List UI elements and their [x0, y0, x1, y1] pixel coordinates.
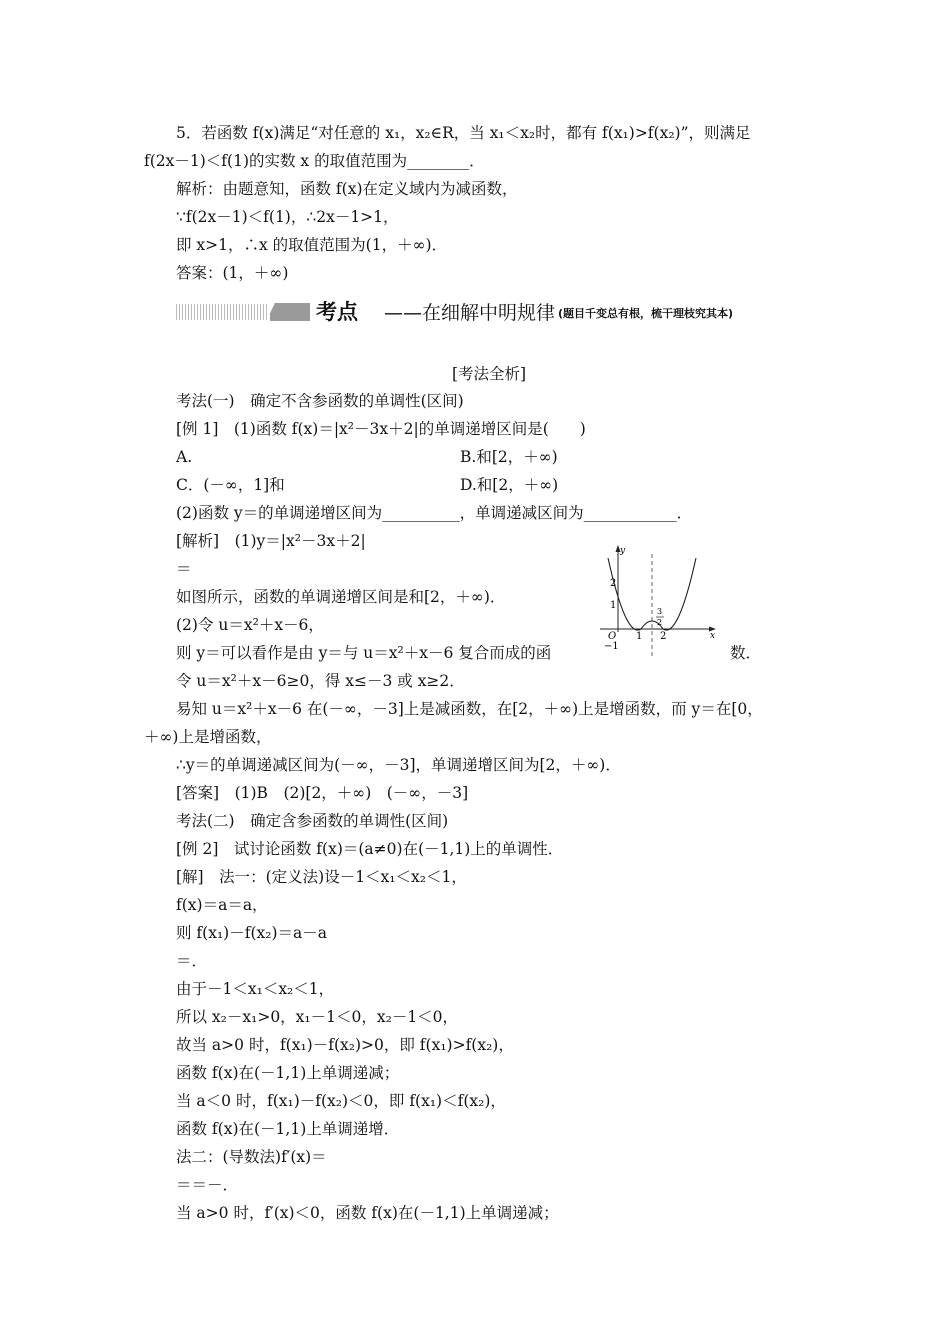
option-a: A. — [176, 448, 193, 466]
solution-2-line-12: ＝＝－． — [176, 1176, 239, 1194]
banner-note: (题目千变总有根，梳干理枝究其本) — [558, 307, 734, 320]
analysis-line-9: ∴y＝的单调递减区间为(－∞，－3]，单调递增区间为[2，＋∞)． — [176, 756, 621, 774]
solution-2-line-8: 函数 f(x)在(－1,1)上单调递减； — [176, 1064, 400, 1082]
banner-title: 考点 — [316, 300, 358, 324]
option-d: D.和[2，＋∞) — [460, 476, 559, 494]
analysis-line-2: ＝ — [176, 560, 192, 578]
y-tick-label: −1 — [604, 641, 619, 652]
section-banner — [176, 298, 810, 328]
y-axis-label: y — [620, 546, 626, 556]
solution-2-line-1: [解] 法一：(定义法)设－1＜x₁＜x₂＜1， — [176, 868, 467, 886]
solution-line-1: 解析：由题意知，函数 f(x)在定义域内为减函数， — [176, 180, 518, 198]
example-1-part-2: (2)函数 y＝的单调递增区间为__________，单调递减区间为____________． — [176, 504, 693, 522]
curve-right-branch — [663, 558, 696, 630]
solution-2-line-13: 当 a>0 时，f′(x)＜0，函数 f(x)在(－1,1)上单调递减； — [176, 1204, 559, 1222]
vertex-numerator: 3 — [657, 607, 663, 616]
problem-5-line-1: 5．若函数 f(x)满足“对任意的 x₁，x₂∈R，当 x₁＜x₂时，都有 f(x₁)>f(x₂)”，则满足 — [176, 124, 751, 142]
solution-2-line-3: 则 f(x₁)－f(x₂)＝a－a — [176, 924, 327, 942]
solution-2-line-5: 由于－1＜x₁＜x₂＜1， — [176, 980, 335, 998]
example-1-answer: [答案] (1)B (2)[2，＋∞) (－∞，－3] — [176, 784, 469, 802]
method-2-heading: 考法(二) 确定含参函数的单调性(区间) — [176, 812, 449, 830]
analysis-line-5: 则 y＝可以看作是由 y＝与 u＝x²＋x－6 复合而成的函 — [176, 644, 552, 662]
method-1-heading: 考法(一) 确定不含参函数的单调性(区间) — [176, 392, 464, 410]
curve-left-branch — [608, 558, 641, 630]
analysis-line-7: 易知 u＝x²＋x－6 在(－∞，－3]上是减函数，在[2，＋∞)上是增函数，而 y＝在[0， — [176, 700, 763, 718]
solution-2-line-2: f(x)＝a＝a， — [176, 896, 268, 914]
solution-line-2: ∵f(2x－1)＜f(1)，∴2x－1>1， — [176, 208, 399, 226]
banner-subtitle: ——在细解中明规律 — [384, 302, 556, 324]
analysis-line-3: 如图所示，函数的单调递增区间是和[2，＋∞)． — [176, 588, 506, 606]
solution-2-line-6: 所以 x₂－x₁>0，x₁－1＜0，x₂－1＜0， — [176, 1008, 459, 1026]
function-graph — [596, 540, 724, 660]
analysis-line-5-end: 数． — [730, 644, 762, 662]
analysis-line-6: 令 u＝x²＋x－6≥0，得 x≤－3 或 x≥2． — [176, 672, 465, 690]
solution-2-line-11: 法二：(导数法)f′(x)＝ — [176, 1148, 327, 1166]
solution-2-line-10: 函数 f(x)在(－1,1)上单调递增． — [176, 1120, 400, 1138]
x-tick-label: 1 — [636, 631, 643, 642]
analysis-line-8: ＋∞)上是增函数， — [144, 728, 272, 746]
y-tick-label: 2 — [610, 578, 617, 589]
solution-2-line-4: ＝． — [176, 952, 208, 970]
example-2-question: [例 2] 试讨论函数 f(x)＝(a≠0)在(－1,1)上的单调性． — [176, 840, 564, 858]
example-1-question: [例 1] (1)函数 f(x)＝|x²－3x＋2|的单调递增区间是( ) — [176, 420, 586, 438]
solution-2-line-9: 当 a＜0 时，f(x₁)－f(x₂)＜0，即 f(x₁)＜f(x₂)， — [176, 1092, 506, 1110]
answer-line: 答案：(1，＋∞) — [176, 264, 289, 282]
solution-line-3: 即 x>1，∴x 的取值范围为(1，＋∞)． — [176, 236, 448, 254]
banner-bar — [270, 303, 310, 321]
vertex-denominator: 2 — [657, 618, 663, 627]
option-b: B.和[2，＋∞) — [460, 448, 558, 466]
option-c: C．(－∞，1]和 — [176, 476, 285, 494]
origin-label: O — [608, 631, 617, 642]
banner-stripes — [176, 304, 268, 320]
y-tick-label: 1 — [610, 600, 617, 611]
analysis-line-1: [解析] (1)y＝|x²－3x＋2| — [176, 532, 366, 550]
analysis-line-4: (2)令 u＝x²＋x－6， — [176, 616, 324, 634]
solution-2-line-7: 故当 a>0 时，f(x₁)－f(x₂)>0，即 f(x₁)>f(x₂)， — [176, 1036, 514, 1054]
section-heading: [考法全析] — [452, 365, 527, 383]
problem-5-line-2: f(2x－1)＜f(1)的实数 x 的取值范围为________． — [144, 152, 485, 170]
x-axis-label: x — [710, 631, 716, 641]
x-tick-label: 2 — [660, 631, 667, 642]
